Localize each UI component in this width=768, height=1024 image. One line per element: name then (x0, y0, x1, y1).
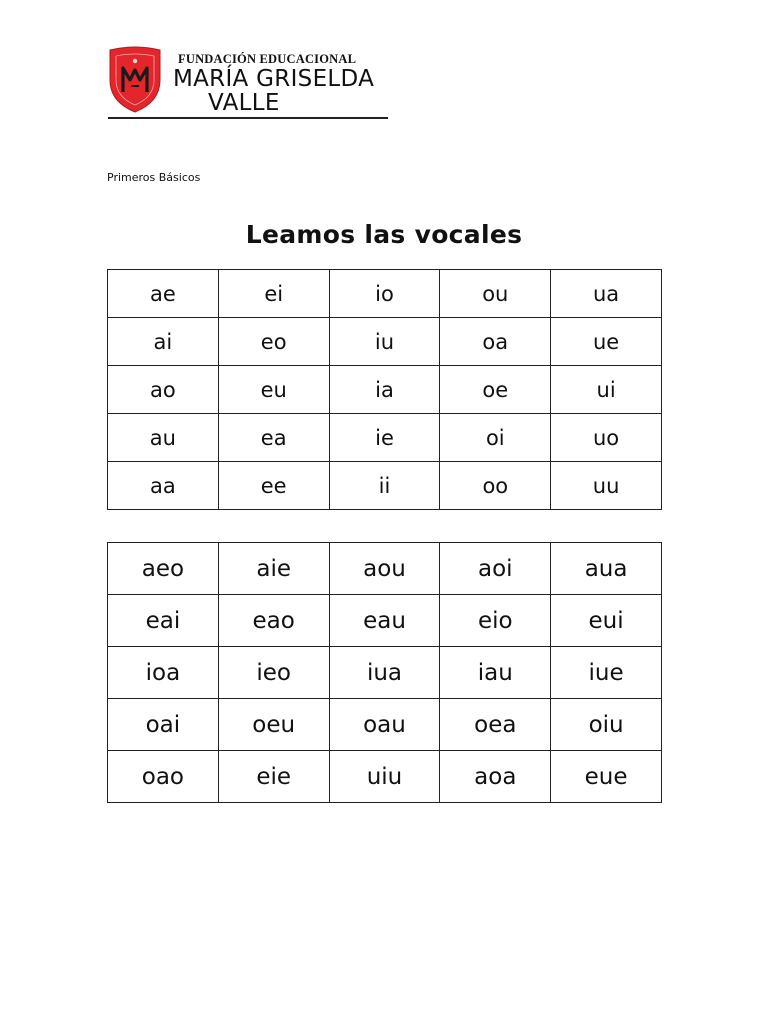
table-cell: ee (218, 462, 329, 510)
table-cell: uo (551, 414, 662, 462)
table-cell: eui (551, 595, 662, 647)
table-cell: oa (440, 318, 551, 366)
table-cell: ue (551, 318, 662, 366)
table-row (108, 462, 662, 510)
table-cell: iu (329, 318, 440, 366)
table-cell: eio (440, 595, 551, 647)
table-cell: aeo (108, 543, 219, 595)
table-cell: oo (440, 462, 551, 510)
table-cell: oea (440, 699, 551, 751)
table-row (108, 414, 662, 462)
table-cell: oiu (551, 699, 662, 751)
table-cell: ui (551, 366, 662, 414)
table-row (108, 595, 662, 647)
table-cell: ai (108, 318, 219, 366)
table-row (108, 751, 662, 803)
table-cell: eu (218, 366, 329, 414)
table-cell: ia (329, 366, 440, 414)
page-title: Leamos las vocales (245, 220, 523, 249)
table-cell: eie (218, 751, 329, 803)
table-cell: au (108, 414, 219, 462)
table-cell: oi (440, 414, 551, 462)
table-cell: ii (329, 462, 440, 510)
org-name-line1: FUNDACIÓN EDUCACIONAL (178, 52, 357, 66)
table-cell: aua (551, 543, 662, 595)
table-cell: eau (329, 595, 440, 647)
table-cell: uiu (329, 751, 440, 803)
table-row (108, 366, 662, 414)
course-label: Primeros Básicos (107, 171, 201, 184)
table-cell: ie (329, 414, 440, 462)
table-cell: ioa (108, 647, 219, 699)
school-shield-icon (108, 46, 162, 114)
table-cell: ou (440, 270, 551, 318)
table-cell: ieo (218, 647, 329, 699)
vowel-triples-table (107, 542, 662, 803)
table-row (108, 543, 662, 595)
table-cell: uu (551, 462, 662, 510)
table-cell: oao (108, 751, 219, 803)
table-cell: ao (108, 366, 219, 414)
table-cell: aie (218, 543, 329, 595)
table-row (108, 699, 662, 751)
table-cell: oai (108, 699, 219, 751)
table-cell: iue (551, 647, 662, 699)
table-cell: iau (440, 647, 551, 699)
table-row (108, 270, 662, 318)
vowel-pairs-table (107, 269, 662, 510)
table-row (108, 647, 662, 699)
table-cell: ae (108, 270, 219, 318)
table-cell: aoa (440, 751, 551, 803)
table-cell: eo (218, 318, 329, 366)
table-cell: iua (329, 647, 440, 699)
table-cell: aoi (440, 543, 551, 595)
table-cell: oeu (218, 699, 329, 751)
org-name-line3: VALLE (208, 90, 280, 116)
school-header (108, 46, 390, 120)
table-cell: ea (218, 414, 329, 462)
table-cell: ei (218, 270, 329, 318)
table-cell: oau (329, 699, 440, 751)
header-divider (108, 117, 388, 119)
table-row (108, 318, 662, 366)
table-cell: eao (218, 595, 329, 647)
table-cell: oe (440, 366, 551, 414)
table-cell: eai (108, 595, 219, 647)
table-cell: io (329, 270, 440, 318)
table-cell: aou (329, 543, 440, 595)
table-cell: aa (108, 462, 219, 510)
table-cell: eue (551, 751, 662, 803)
org-name-line2: MARÍA GRISELDA (173, 66, 375, 92)
table-cell: ua (551, 270, 662, 318)
